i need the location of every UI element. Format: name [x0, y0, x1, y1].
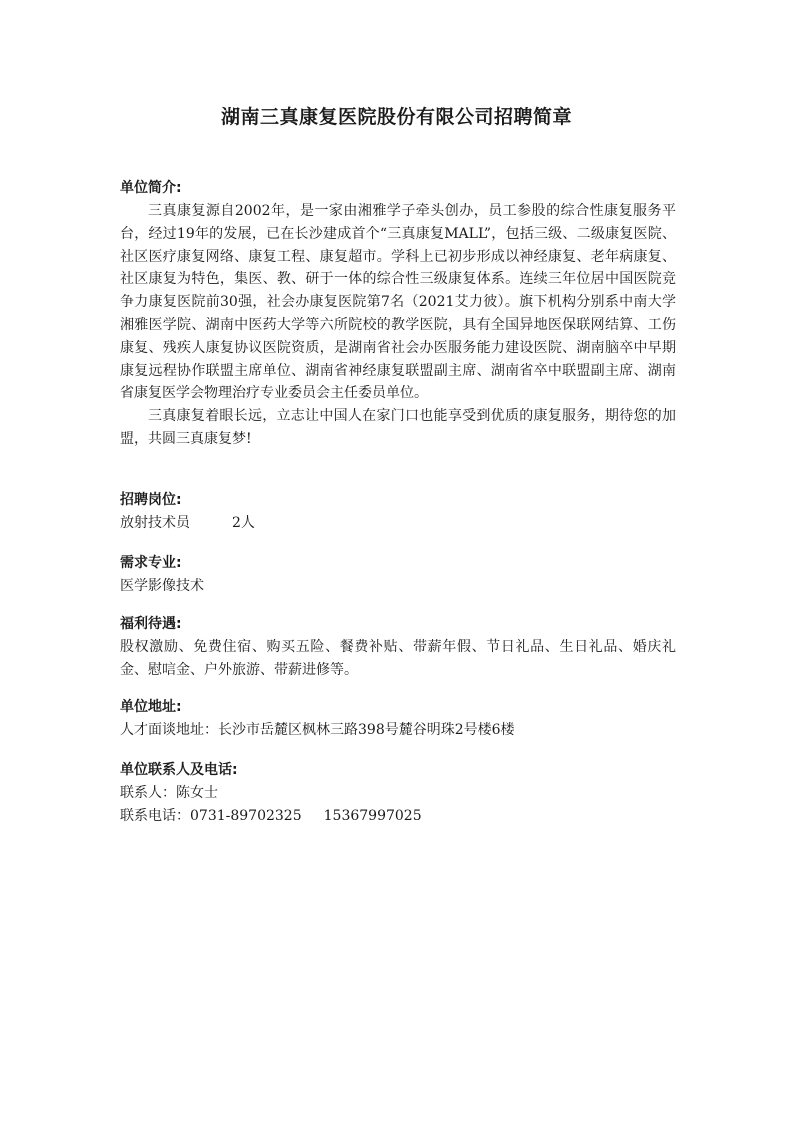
contact-heading: 单位联系人及电话: [120, 762, 238, 778]
address-heading: 单位地址: [120, 699, 182, 715]
intro-section [120, 178, 676, 451]
benefits-section [120, 614, 676, 682]
intro-paragraph-1: 三真康复源自2002年，是一家由湘雅学子牵头创办，员工参股的综合性康复服务平台，经过19年的发展，已在长沙建成首个“三真康复MALL”，包括三级、二级康复医院、社区医疗康复网络、康复工程、康复超市。学科上已初步形成以神经康复、老年病康复、社区康复为特色，集医、教、研于一体的综合性三级康复体系。连续三年位居中国医院竞争力康复医院前30强，社会办康复医院第7名（2021艾力彼）。旗下机构分别系中南大学湘雅医学院、湖南中医药大学等六所院校的教学医院，具有全国异地医保联网结算、工伤康复、残疾人康复协议医院资质，是湖南省社会办医服务能力建设医院、湖南脑卒中早期康复远程协作联盟主席单位、湖南省神经康复联盟副主席、湖南省卒中联盟副主席、湖南省康复医学会物理治疗专业委员会主任委员单位。 [120, 203, 676, 402]
major-value: 医学影像技术 [120, 578, 204, 594]
benefits-value: 股权激励、免费住宿、购买五险、餐费补贴、带薪年假、节日礼品、生日礼品、婚庆礼金、慰唁金、户外旅游、带薪进修等。 [120, 639, 676, 678]
address-section [120, 697, 676, 742]
document-title: 湖南三真康复医院股份有限公司招聘简章 [220, 106, 572, 128]
major-section [120, 553, 676, 598]
contact-phone-row [120, 805, 676, 828]
contact-phone-2: 15367997025 [323, 807, 422, 824]
position-count: 2人 [232, 515, 255, 531]
contact-section [120, 760, 676, 827]
address-value: 人才面谈地址：长沙市岳麓区枫林三路398号麓谷明珠2号楼6楼 [120, 722, 515, 738]
positions-section [120, 490, 676, 535]
contact-phone-label: 联系电话： [120, 807, 190, 824]
intro-paragraph-2: 三真康复着眼长远，立志让中国人在家门口也能享受到优质的康复服务，期待您的加盟，共圆三真康复梦! [120, 408, 676, 447]
contact-person: 联系人：陈女士 [120, 785, 218, 801]
contact-phone-1: 0731-89702325 [190, 807, 302, 824]
positions-heading: 招聘岗位: [120, 492, 182, 508]
major-heading: 需求专业: [120, 555, 182, 571]
benefits-heading: 福利待遇: [120, 616, 182, 632]
position-row [120, 512, 676, 535]
position-role: 放射技术员 [120, 515, 190, 531]
intro-heading: 单位简介: [120, 180, 182, 196]
